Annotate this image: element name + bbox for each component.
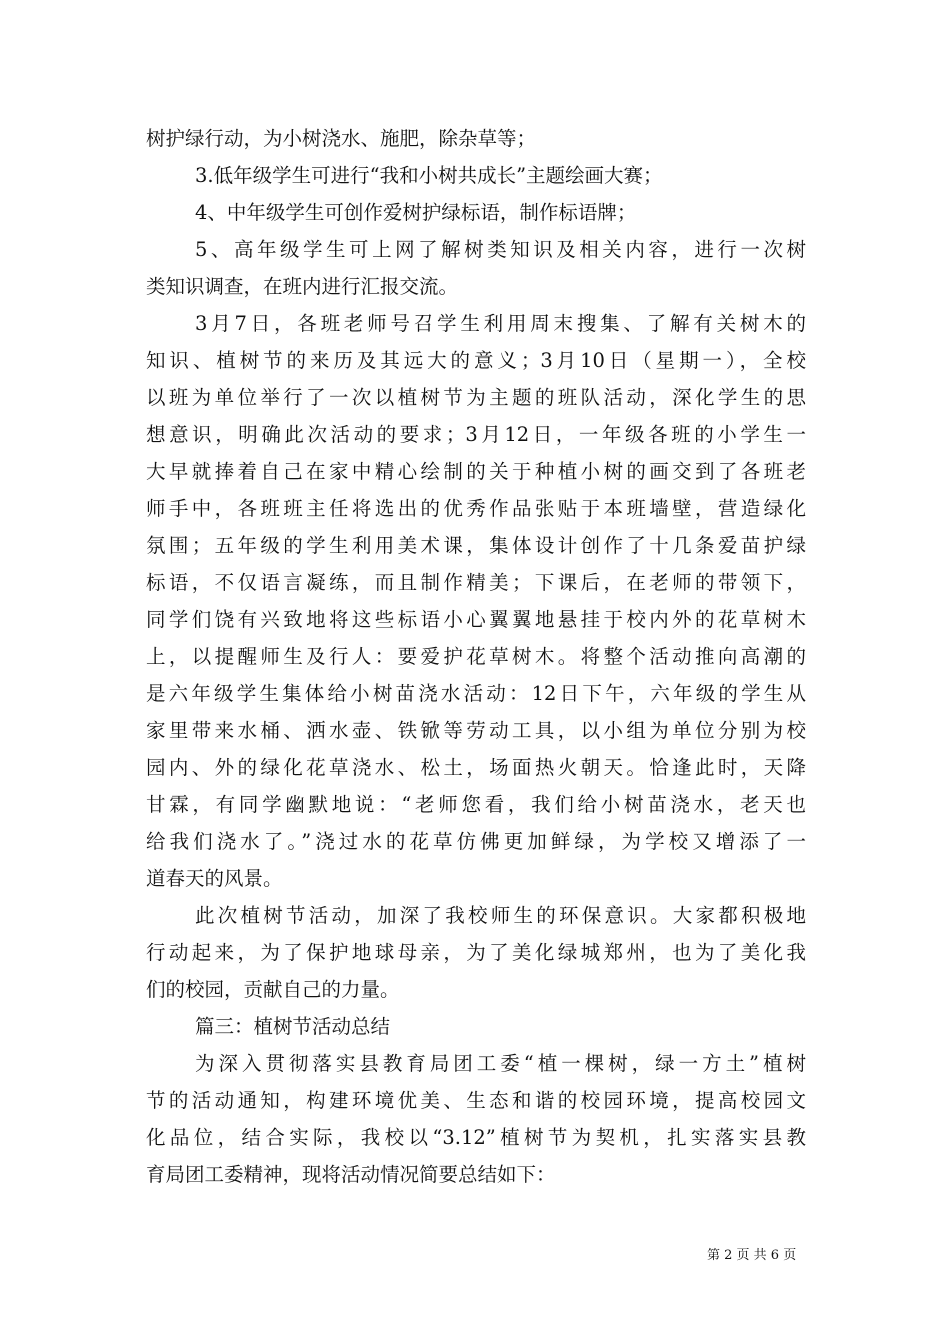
text-line: 是六年级学生集体给小树苗浇水活动：12日下午，六年级的学生从 — [146, 682, 806, 705]
page-number: 第 2 页 共 6 页 — [707, 1248, 797, 1263]
text-line: 标语，不仅语言凝练，而且制作精美；下课后，在老师的带领下， — [146, 571, 806, 594]
document-body — [146, 120, 806, 1193]
text-line: 大早就捧着自己在家中精心绘制的关于种植小树的画交到了各班老 — [146, 460, 806, 483]
text-line: 氛围；五年级的学生利用美术课，集体设计创作了十几条爱苗护绿 — [146, 534, 806, 557]
text-line: 上，以提醒师生及行人：要爱护花草树木。将整个活动推向高潮的 — [146, 645, 806, 668]
text-line: 给我们浇水了。”浇过水的花草仿佛更加鲜绿，为学校又增添了一 — [146, 830, 806, 853]
text-line: 行动起来，为了保护地球母亲，为了美化绿城郑州，也为了美化我 — [146, 941, 806, 964]
text-line: 园内、外的绿化花草浇水、松土，场面热火朝天。恰逢此时，天降 — [146, 756, 806, 779]
text-line: 以班为单位举行了一次以植树节为主题的班队活动，深化学生的思 — [146, 386, 806, 409]
text-line: 5、高年级学生可上网了解树类知识及相关内容，进行一次树 — [195, 238, 806, 261]
text-line: 3.低年级学生可进行“我和小树共成长”主题绘画大赛； — [195, 164, 663, 187]
text-line: 此次植树节活动，加深了我校师生的环保意识。大家都积极地 — [195, 904, 806, 927]
text-line: 3月7日，各班老师号召学生利用周末搜集、了解有关树木的 — [195, 312, 806, 335]
text-line: 同学们饶有兴致地将这些标语小心翼翼地悬挂于校内外的花草树木 — [146, 608, 806, 631]
text-line: 育局团工委精神，现将活动情况简要总结如下： — [146, 1163, 556, 1186]
text-line: 家里带来水桶、洒水壶、铁锨等劳动工具，以小组为单位分别为校 — [146, 719, 806, 742]
text-line: 甘霖，有同学幽默地说：“老师您看，我们给小树苗浇水，老天也 — [146, 793, 806, 816]
text-line: 节的活动通知，构建环境优美、生态和谐的校园环境，提高校园文 — [146, 1089, 806, 1112]
text-line: 想意识，明确此次活动的要求；3月12日，一年级各班的小学生一 — [146, 423, 806, 446]
text-line: 为深入贯彻落实县教育局团工委“植一棵树，绿一方土”植树 — [195, 1052, 806, 1075]
text-line: 篇三：植树节活动总结 — [195, 1015, 391, 1038]
text-line: 道春天的风景。 — [146, 867, 283, 890]
text-line: 化品位，结合实际，我校以“3.12”植树节为契机，扎实落实县教 — [146, 1126, 806, 1149]
text-line: 类知识调查，在班内进行汇报交流。 — [146, 275, 459, 298]
text-line: 树护绿行动，为小树浇水、施肥，除杂草等； — [146, 127, 537, 150]
text-line: 4、中年级学生可创作爱树护绿标语，制作标语牌； — [195, 201, 637, 224]
text-line: 知识、植树节的来历及其远大的意义；3月10日（星期一），全校 — [146, 349, 806, 372]
text-line: 师手中，各班班主任将选出的优秀作品张贴于本班墙壁，营造绿化 — [146, 497, 806, 520]
text-line: 们的校园，贡献自己的力量。 — [146, 978, 400, 1001]
